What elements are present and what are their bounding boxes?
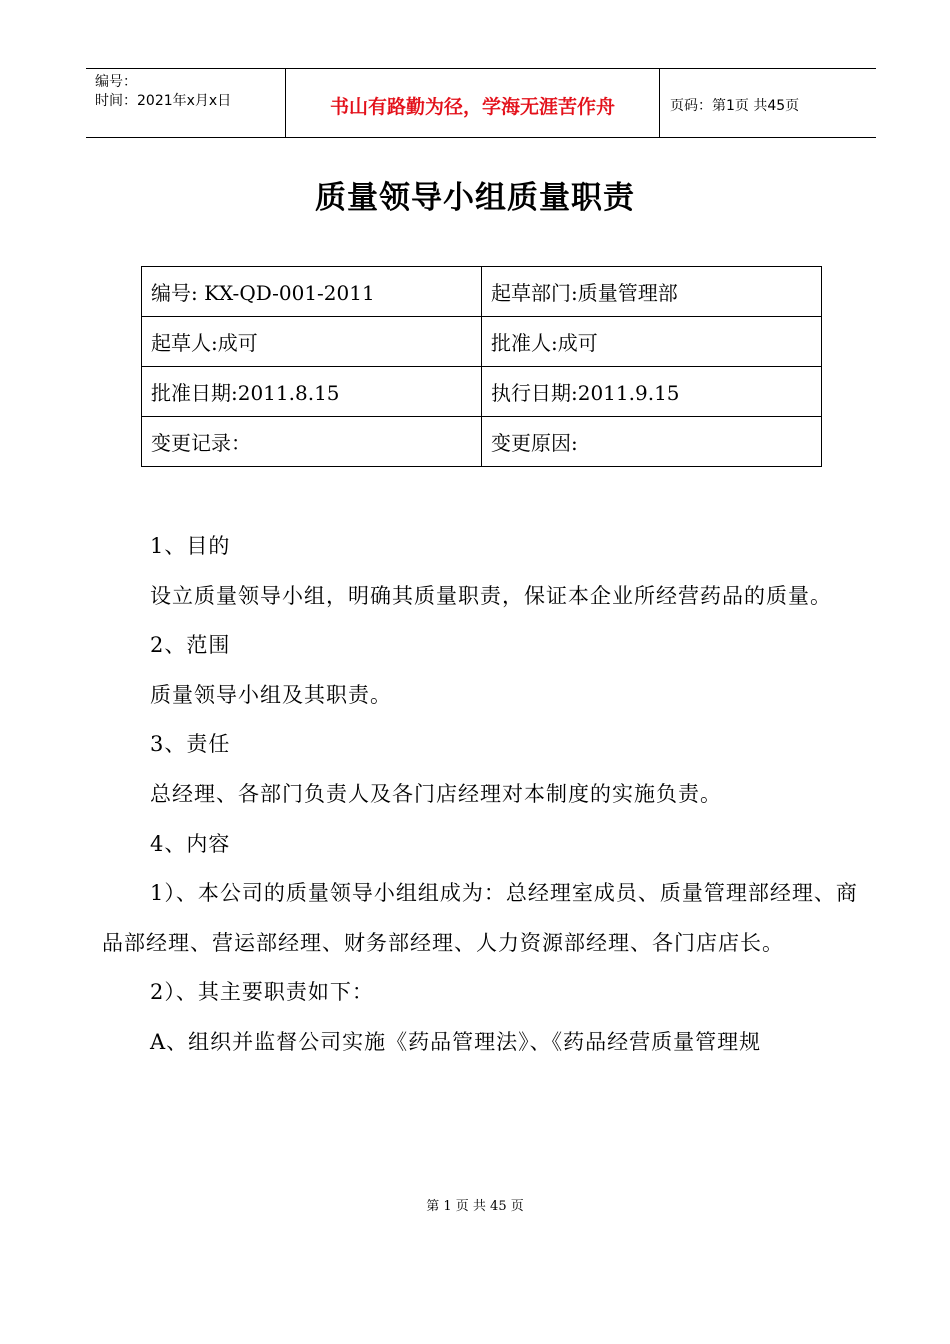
section-text-responsibility: 总经理、各部门负责人及各门店经理对本制度的实施负责。 bbox=[150, 781, 722, 806]
header-page-info: 页码：第1页 共45页 bbox=[670, 98, 800, 114]
table-row bbox=[142, 367, 822, 417]
document-body bbox=[102, 522, 862, 1068]
section-text-purpose: 设立质量领导小组，明确其质量职责，保证本企业所经营药品的质量。 bbox=[150, 583, 832, 608]
document-title: 质量领导小组质量职责 bbox=[315, 180, 635, 216]
content-item-a: A、组织并监督公司实施《药品管理法》、《药品经营质量管理规 bbox=[150, 1029, 762, 1054]
info-cell-drafter: 起草人:成可 bbox=[142, 317, 482, 367]
table-row bbox=[142, 317, 822, 367]
document-info-table bbox=[141, 266, 822, 467]
section-heading-content: 4、内容 bbox=[150, 831, 231, 856]
info-cell-change-reason: 变更原因: bbox=[482, 417, 822, 467]
info-cell-department: 起草部门:质量管理部 bbox=[482, 267, 822, 317]
table-row bbox=[142, 267, 822, 317]
section-heading-scope: 2、范围 bbox=[150, 633, 231, 658]
info-cell-number: 编号: KX-QD-001-2011 bbox=[142, 267, 482, 317]
info-cell-approver: 批准人:成可 bbox=[482, 317, 822, 367]
info-cell-approval-date: 批准日期:2011.8.15 bbox=[142, 367, 482, 417]
table-row bbox=[142, 417, 822, 467]
header-slogan: 书山有路勤为径，学海无涯苦作舟 bbox=[286, 69, 660, 137]
info-cell-change-record: 变更记录： bbox=[142, 417, 482, 467]
page-header bbox=[86, 68, 876, 138]
content-item-1: 1）、本公司的质量领导小组组成为：总经理室成员、质量管理部经理、商品部经理、营运部经理、财务部经理、人力资源部经理、各门店店长。 bbox=[102, 881, 858, 955]
header-number-label: 编号： bbox=[95, 74, 137, 90]
section-heading-purpose: 1、目的 bbox=[150, 534, 231, 558]
section-heading-responsibility: 3、责任 bbox=[150, 732, 231, 757]
page-footer: 第 1 页 共 45 页 bbox=[426, 1199, 524, 1214]
content-item-2: 2）、其主要职责如下： bbox=[150, 980, 374, 1005]
header-time-label: 时间：2021年x月x日 bbox=[95, 93, 232, 109]
section-text-scope: 质量领导小组及其职责。 bbox=[150, 682, 392, 707]
header-meta bbox=[86, 69, 286, 137]
info-cell-effective-date: 执行日期:2011.9.15 bbox=[482, 367, 822, 417]
